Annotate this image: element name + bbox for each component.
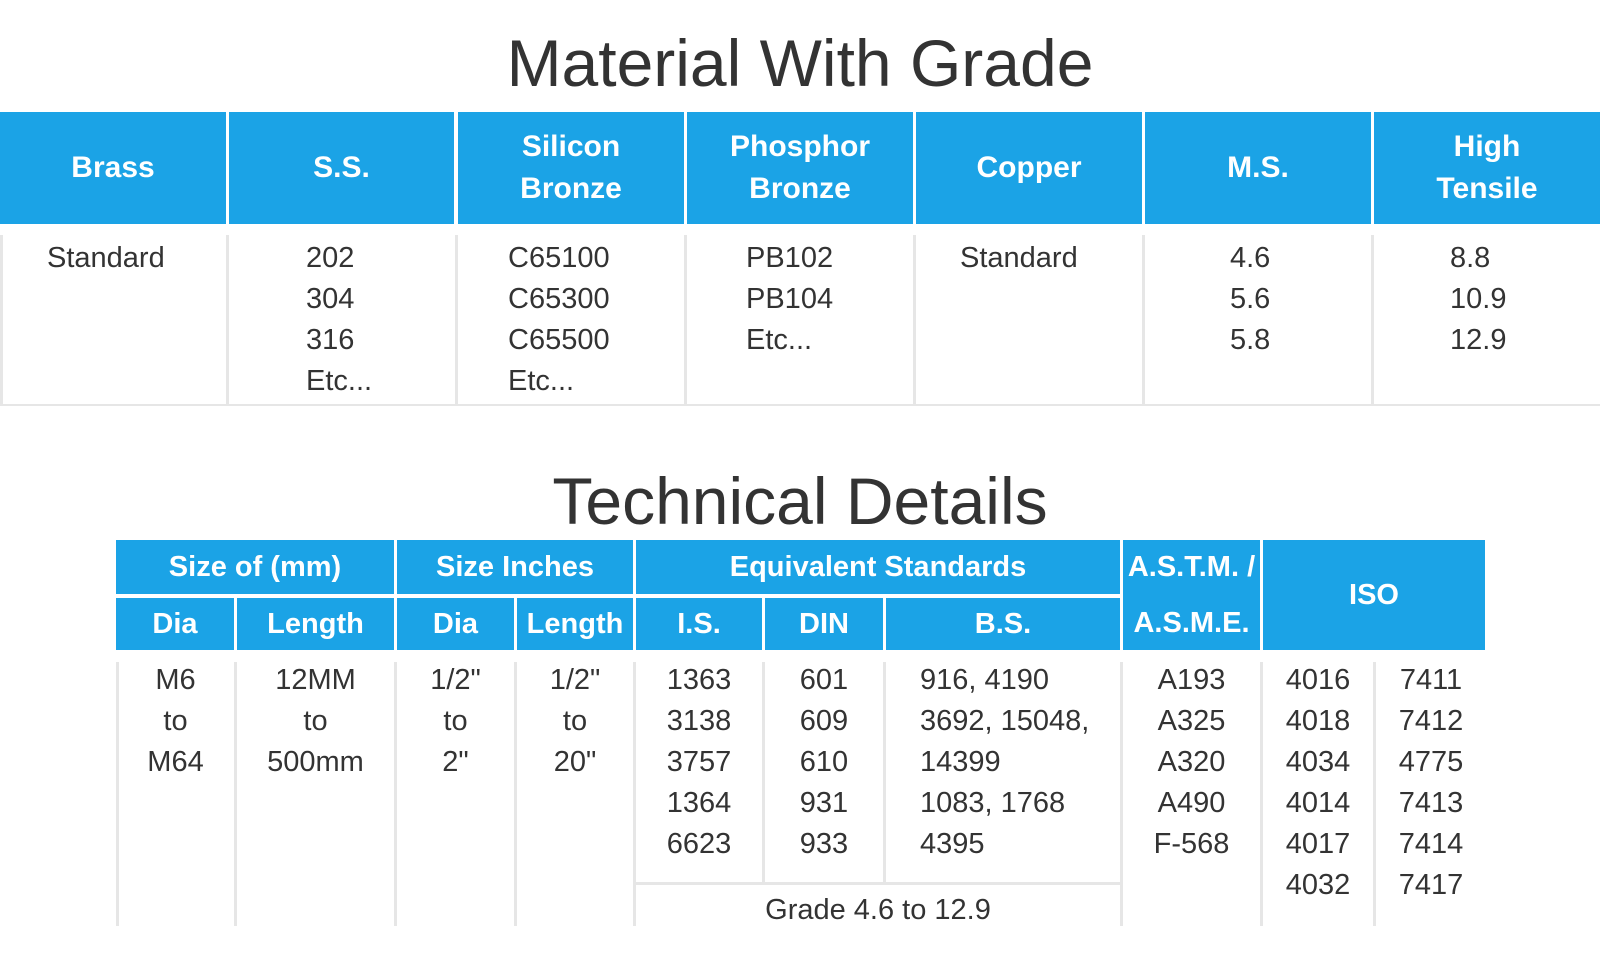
tech-col-in-length: [517, 660, 633, 783]
tech-col-din: [765, 660, 883, 865]
cell-value: 4775: [1398, 746, 1464, 778]
cell-value: to: [562, 705, 588, 737]
cell-value: C65100: [508, 242, 610, 274]
tech-col-mm-dia: [117, 660, 234, 783]
cell-value: to: [163, 705, 188, 737]
material-col-ss: [306, 238, 372, 402]
cell-value: C65500: [508, 324, 610, 356]
column-divider: [226, 235, 229, 405]
header-label: Size of (mm): [168, 550, 342, 583]
material-header-silicon-bronze: [458, 112, 684, 224]
cell-value: 304: [306, 283, 355, 315]
grade-note: Grade 4.6 to 12.9: [765, 894, 991, 926]
cell-value: 4017: [1285, 828, 1351, 860]
subheader-din: [765, 598, 883, 650]
cell-value: Standard: [960, 242, 1078, 274]
cell-value: 3138: [666, 705, 732, 737]
cell-value: 1364: [666, 787, 732, 819]
material-col-brass: [47, 238, 165, 279]
material-header-high-tensile: [1374, 112, 1600, 224]
cell-value: 7417: [1398, 869, 1464, 901]
subheader-in-length: [517, 598, 633, 650]
group-header-size-mm: [116, 540, 394, 594]
cell-value: 500mm: [267, 746, 364, 778]
material-col-ms: [1230, 238, 1270, 361]
material-header-phosphor-bronze: [687, 112, 913, 224]
cell-value: 3692, 15048,: [920, 705, 1090, 737]
cell-value: M6: [155, 664, 196, 696]
cell-value: 3757: [666, 746, 732, 778]
cell-value: PB104: [746, 283, 834, 315]
cell-value: 4034: [1285, 746, 1351, 778]
header-label: Length: [267, 607, 364, 640]
tech-col-is: [636, 660, 762, 865]
cell-value: 316: [306, 324, 355, 356]
standards-grade-rule: [636, 882, 1120, 885]
cell-value: 4032: [1285, 869, 1351, 901]
subheader-mm-length: [237, 598, 394, 650]
cell-value: A490: [1157, 787, 1226, 819]
column-divider: [1371, 235, 1374, 405]
cell-value: 4014: [1285, 787, 1351, 819]
cell-value: 7412: [1398, 705, 1464, 737]
cell-value: 20": [553, 746, 597, 778]
cell-value: 1083, 1768: [920, 787, 1066, 819]
cell-value: 10.9: [1450, 283, 1507, 315]
subheader-mm-dia: [116, 598, 234, 650]
cell-value: to: [443, 705, 468, 737]
header-label: S.S.: [313, 151, 370, 184]
cell-value: 933: [799, 828, 849, 860]
header-label: Brass: [71, 151, 155, 184]
header-label: DIN: [799, 607, 849, 640]
cell-value: A320: [1157, 746, 1226, 778]
header-label: A.S.T.M. / A.S.M.E.: [1127, 551, 1256, 639]
cell-value: 12.9: [1450, 324, 1507, 356]
cell-value: 5.6: [1230, 283, 1271, 315]
header-label: Copper: [976, 151, 1082, 184]
header-label: Phosphor Bronze: [730, 130, 870, 205]
header-label: M.S.: [1227, 151, 1289, 184]
cell-value: 916, 4190: [920, 664, 1050, 696]
cell-value: 4016: [1285, 664, 1351, 696]
cell-value: 1/2": [549, 664, 601, 696]
cell-value: A325: [1157, 705, 1226, 737]
cell-value: Etc...: [746, 324, 813, 356]
cell-value: 7413: [1398, 787, 1464, 819]
material-header-brass: [0, 112, 226, 224]
cell-value: 931: [799, 787, 849, 819]
cell-value: 202: [306, 242, 355, 274]
tech-col-mm-length: [237, 660, 394, 783]
cell-value: 2": [442, 746, 469, 778]
column-divider: [0, 235, 3, 405]
cell-value: Etc...: [508, 365, 575, 397]
cell-value: 4018: [1285, 705, 1351, 737]
cell-value: A193: [1157, 664, 1226, 696]
cell-value: 7411: [1399, 664, 1463, 696]
cell-value: F-568: [1153, 828, 1230, 860]
header-label: ISO: [1349, 578, 1399, 611]
cell-value: 1/2": [430, 664, 481, 696]
group-header-equivalent-standards: [636, 540, 1120, 594]
tech-col-iso-b: [1376, 660, 1486, 906]
group-header-astm: [1123, 540, 1260, 650]
column-divider: [883, 662, 886, 882]
cell-value: 4.6: [1230, 242, 1271, 274]
cell-value: 610: [799, 746, 849, 778]
column-divider: [455, 235, 458, 405]
material-header-copper: [916, 112, 1142, 224]
material-col-high-tensile: [1450, 238, 1506, 361]
tech-col-astm: [1123, 660, 1260, 865]
cell-value: 4395: [920, 828, 985, 860]
column-divider: [1142, 235, 1145, 405]
material-header-ss: [229, 112, 454, 224]
header-label: High Tensile: [1436, 130, 1538, 205]
cell-value: Etc...: [306, 365, 373, 397]
cell-value: M64: [147, 746, 204, 778]
cell-value: 609: [799, 705, 849, 737]
subheader-is: [636, 598, 762, 650]
subheader-bs: [886, 598, 1120, 650]
material-col-phosphor-bronze: [746, 238, 833, 361]
header-label: Size Inches: [436, 550, 594, 583]
header-label: Dia: [432, 607, 479, 640]
cell-value: 8.8: [1450, 242, 1491, 274]
tech-col-in-dia: [397, 660, 514, 783]
cell-value: to: [303, 705, 328, 737]
cell-value: Standard: [47, 242, 165, 274]
header-label: Silicon Bronze: [520, 130, 622, 205]
column-divider: [913, 235, 916, 405]
cell-value: PB102: [746, 242, 834, 274]
group-header-iso: [1263, 540, 1485, 650]
cell-value: C65300: [508, 283, 610, 315]
cell-value: 1363: [666, 664, 732, 696]
header-label: Equivalent Standards: [729, 550, 1027, 583]
cell-value: 12MM: [275, 664, 356, 696]
material-bottom-rule: [0, 404, 1600, 406]
group-header-size-inches: [397, 540, 633, 594]
tech-col-iso-a: [1263, 660, 1373, 906]
header-label: B.S.: [974, 607, 1032, 640]
material-col-copper: [960, 238, 1078, 279]
cell-value: 14399: [920, 746, 1001, 778]
header-label: Length: [526, 607, 624, 640]
material-header-ms: [1145, 112, 1371, 224]
cell-value: 601: [799, 664, 849, 696]
cell-value: 6623: [666, 828, 732, 860]
header-label: Dia: [152, 607, 198, 640]
column-divider: [684, 235, 687, 405]
tech-col-bs: [920, 660, 1120, 865]
material-col-silicon-bronze: [508, 238, 610, 402]
technical-title: Technical Details: [552, 464, 1048, 538]
subheader-in-dia: [397, 598, 514, 650]
material-title: Material With Grade: [506, 26, 1094, 100]
header-label: I.S.: [677, 607, 721, 640]
cell-value: 7414: [1398, 828, 1464, 860]
cell-value: 5.8: [1230, 324, 1271, 356]
